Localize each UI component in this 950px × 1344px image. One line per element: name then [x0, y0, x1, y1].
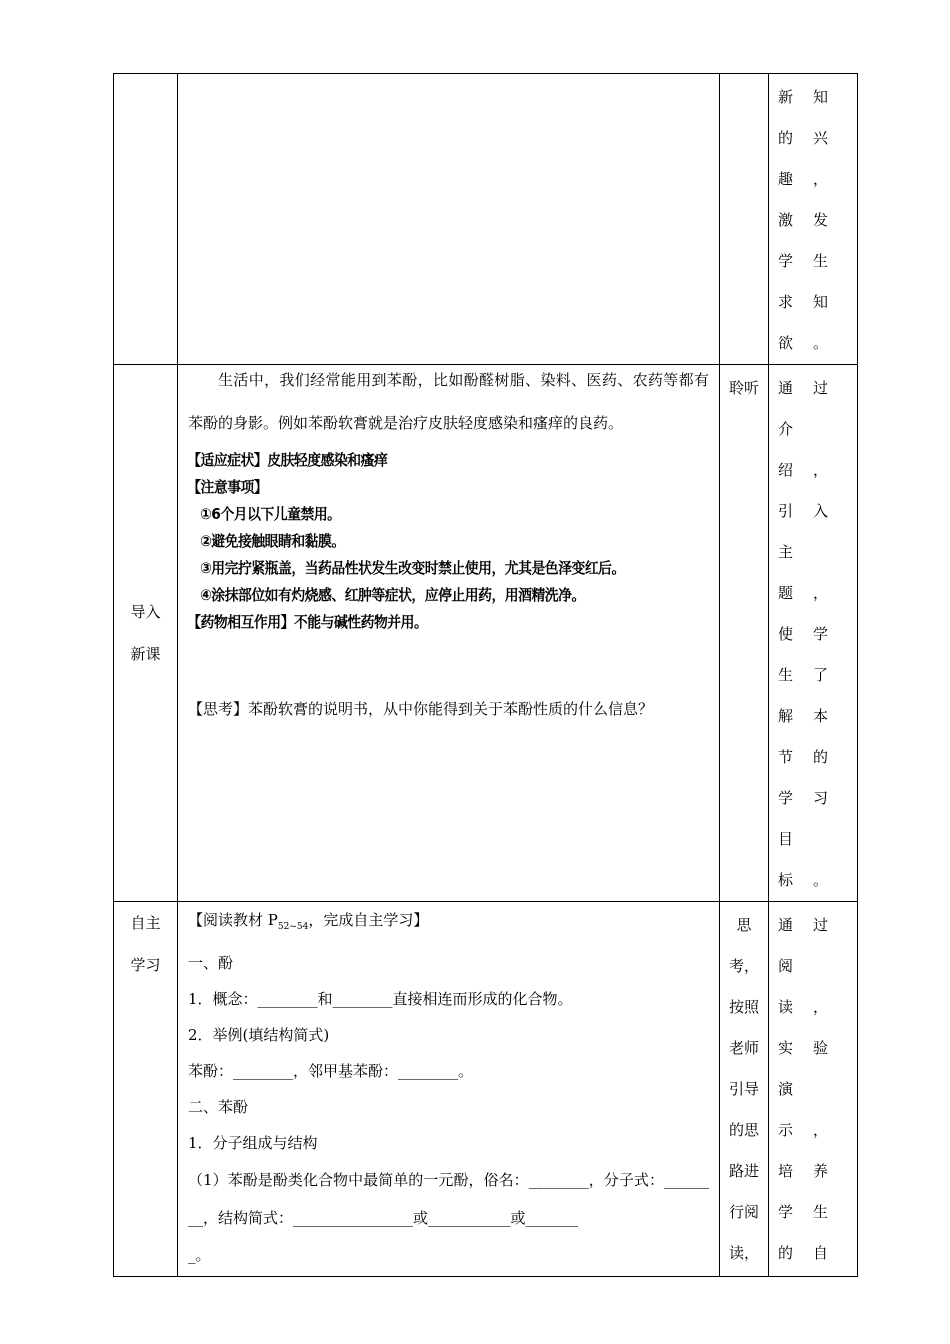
structure-heading: 1．分子组成与结构 [188, 1134, 318, 1152]
table-row-1 [114, 74, 858, 365]
section-title-line-2: 学习 [130, 956, 161, 974]
intro-paragraph: 生活中，我们经常能用到苯酚，比如酚醛树脂、染料、医药、农药等都有苯酚的身影。例如苯酚软膏就是治疗皮肤轻度感染和瘙痒的良药。 [188, 371, 709, 432]
heading-phenol: 二、苯酚 [188, 1098, 249, 1116]
label-precautions: 【注意事项】 [187, 478, 268, 496]
phenol-blank-end: _。 [188, 1246, 211, 1264]
cell-section-intro [114, 365, 178, 902]
cell-purpose-selfstudy [769, 902, 858, 1277]
cell-content-selfstudy [178, 902, 720, 1277]
section-title-selfstudy [114, 902, 177, 986]
label-indication: 【适应症状】皮肤轻度感染和瘙痒 [187, 451, 388, 469]
cell-activity-intro [720, 365, 769, 902]
student-activity-text: 聆听 [728, 379, 759, 397]
label-item-3: ③用完拧紧瓶盖，当药品性状发生改变时禁止使用，尤其是色泽变红后。 [200, 559, 625, 577]
concept-blank: 1．概念：________和________直接相连而形成的化合物。 [188, 990, 573, 1008]
student-activity-text-3: 思考，按照老师引导的思路进行阅读， [728, 916, 759, 1262]
cell-content-intro [178, 365, 720, 902]
heading-phenols: 一、酚 [188, 954, 234, 972]
purpose-text-2: 通过介绍，引入主题，使学生了解本节的学习目标。 [778, 379, 849, 889]
label-interactions: 【药物相互作用】不能与碱性药物并用。 [187, 613, 428, 631]
table-row-3 [114, 902, 858, 1277]
section-title-line-2: 新课 [130, 645, 161, 663]
label-item-4: ④涂抹部位如有灼烧感、红肿等症状，应停止用药，用酒精洗净。 [200, 586, 585, 604]
section-title-line-1: 自主 [130, 914, 161, 932]
cell-purpose-intro [769, 365, 858, 902]
label-item-1: ①6个月以下儿童禁用。 [200, 505, 341, 523]
purpose-text-3: 通过阅读，实验演示，培养学生的自 [778, 916, 849, 1262]
section-title-line-1: 导入 [130, 603, 161, 621]
lesson-plan-table [113, 73, 858, 1277]
cell-purpose-1 [769, 74, 858, 365]
cell-activity-selfstudy [720, 902, 769, 1277]
purpose-text-1: 新知的兴趣，激发学生求知欲。 [778, 88, 849, 352]
cell-activity-empty [720, 74, 769, 365]
example-heading: 2．举例(填结构简式) [188, 1026, 330, 1044]
drug-label-image [178, 445, 676, 636]
cell-section-empty [114, 74, 178, 365]
section-title-intro [114, 591, 177, 675]
cell-section-selfstudy [114, 902, 178, 1277]
think-question: 【思考】苯酚软膏的说明书，从中你能得到关于苯酚性质的什么信息？ [188, 700, 654, 718]
reading-heading: 【阅读教材 $P_{52\sim 54}$，完成自主学习】 [188, 911, 429, 932]
label-item-2: ②避免接触眼睛和黏膜。 [200, 532, 345, 550]
cell-content-empty [178, 74, 720, 365]
table-row-2 [114, 365, 858, 902]
example-blank: 苯酚：________，邻甲基苯酚：________。 [188, 1062, 474, 1080]
phenol-blank: （1）苯酚是酚类化合物中最简单的一元酚，俗名：________，分子式：________，结构简式：________________或___________或_______ [188, 1171, 709, 1227]
